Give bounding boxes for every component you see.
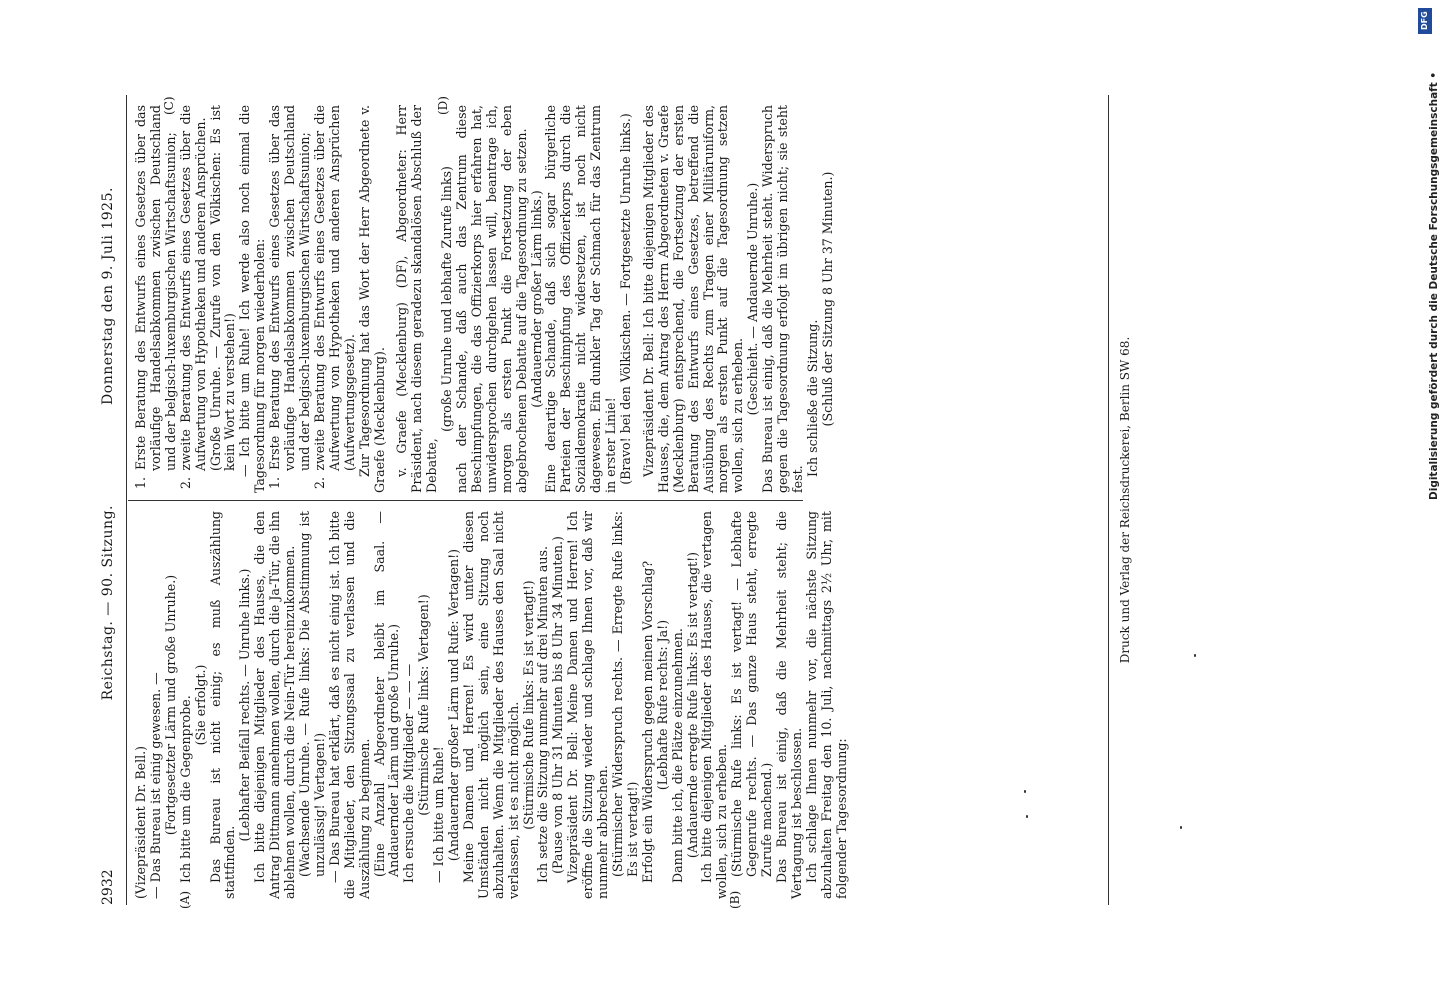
interjection: (Geschieht. — Andauernde Unruhe.) xyxy=(745,182,761,416)
interjection: (Andauernder großer Lärm links.) xyxy=(528,190,544,408)
speaker-paragraph: v. Graefe (Mecklenburg) (DF), Abgeordneter: Herr Präsident, nach diesem geradezu skandalösen Abschluß der Debatte, xyxy=(394,105,440,493)
interjection: (Eine Anzahl Abgeordneter bleibt im Saal. — Andauernder Lärm und große Unruhe.) xyxy=(371,511,402,877)
margin-marker-c: (C) xyxy=(162,96,176,115)
interjection: (Wachsende Unruhe. — Rufe links: Die Abstimmung ist unzulässig! Vertagen!) xyxy=(296,511,327,877)
right-column xyxy=(134,105,836,493)
paragraph: Ich bitte um die Gegenprobe. xyxy=(177,695,193,883)
interjection: (Stürmische Rufe links: Es ist vertagt! — Lebhafte Gegenrufe rechts. — Das ganze Haus steht, erregte Zurufe machend.) xyxy=(729,511,775,877)
digitization-credit: Digitalisierung gefördert durch die Deutsche Forschungsgemeinschaft • xyxy=(1428,71,1440,500)
agenda-item: 2. zweite Beratung des Entwurfs eines Gesetzes über die Aufwertung von Hypotheken und anderen Ansprüchen. xyxy=(177,105,208,489)
agenda-item: 2. zweite Beratung des Entwurfs eines Gesetzes über die Aufwertung von Hypotheken und anderen Ansprüchen (Aufwertungsgesetz). xyxy=(311,105,357,489)
scan-speck xyxy=(1024,790,1026,793)
running-header xyxy=(100,95,126,905)
paragraph: Ich ersuche die Mitglieder — — — xyxy=(401,663,417,883)
column-divider xyxy=(128,500,803,501)
speaker-paragraph: Vizepräsident Dr. Bell: Ich bitte diejenigen Mitglieder des Hauses, die, dem Antrag des Herrn Abgeordneten v. Graefe (Mecklenburg) entsprechend, die Fortsetzung der ersten Beratung des Entwurfs eines Gesetzes, betreffend die Ausübung des Rechts zum Tragen einer Militäruniform, morgen als ersten Punkt auf die Tagesordnung setzen wollen, sich zu erheben. xyxy=(640,105,746,493)
interjection: (große Unruhe und lebhafte Zurufe links) xyxy=(439,166,455,432)
margin-marker-a: (A) xyxy=(178,890,192,909)
header-session: Reichstag. — 90. Sitzung. xyxy=(100,505,116,701)
page-number: 2932 xyxy=(100,869,116,905)
interjection: (Pause von 8 Uhr 31 Minuten bis 8 Uhr 34 Minuten.) xyxy=(550,536,566,874)
agenda-item: 1. Erste Beratung des Entwurfs eines Gesetzes über das vorläufige Handelsabkommen zwischen Deutschland und der belgisch-luxemburgischen Wirtschaftsunion; xyxy=(267,105,312,489)
paragraph: Zur Tagesordnung hat das Wort der Herr Abgeordnete v. Graefe (Mecklenburg). xyxy=(356,105,387,493)
speaker-paragraph: Vizepräsident Dr. Bell: Meine Damen und Herren! Ich eröffne die Sitzung wieder und schlage Ihnen vor, daß wir nunmehr abbrechen. xyxy=(565,511,611,899)
paragraph: Dann bitte ich, die Plätze einzunehmen. xyxy=(669,628,685,883)
paragraph: Meine Damen und Herren! Es wird unter diesen Umständen nicht möglich sein, eine Sitzung noch abzuhalten. Wenn die Mitglieder des Hauses den Saal nicht verlassen, ist es nicht möglich. xyxy=(460,511,521,899)
agenda-item: 1. Erste Beratung des Entwurfs eines Gesetzes über das vorläufige Handelsabkommen zwischen Deutschland und der belgisch-luxemburgischen Wirtschaftsunion; xyxy=(133,105,178,489)
margin-marker-b: (B) xyxy=(728,890,742,909)
interjection: (Bravo! bei den Völkischen. — Fortgesetzte Unruhe links.) xyxy=(618,113,633,485)
paragraph: Eine derartige Schande, daß sich sogar bürgerliche Parteien der Beschimpfung des Offizierkorps durch die Sozialdemokratie nicht widersetzen, ist noch nicht dagewesen. Ein dunkler Tag der Schmach für das Zentrum in erster Linie! xyxy=(543,105,619,493)
paragraph: nach der Schande, daß auch das Zentrum diese Beschimpfungen, die das Offizierkorps hier erfahren hat, unwidersprochen durchgehen lassen will, beantrage ich, morgen als ersten Punkt die Fortsetzung der eben abgebrochenen Debatte auf die Tagesordnung zu setzen. xyxy=(454,105,529,493)
interjection: (Lebhafter Beifall rechts. — Unruhe links.) xyxy=(237,568,253,842)
paragraph: — Ich bitte um Ruhe! Ich werde also noch einmal die Tagesordnung für morgen wiederholen: xyxy=(237,105,268,493)
paragraph: — Das Bureau hat erklärt, daß es nicht einig ist. Ich bitte die Mitglieder, den Sitzungssaal zu verlassen und die Auszählung zu beginnen. xyxy=(326,511,372,899)
scan-speck xyxy=(1194,654,1196,657)
paragraph: Ich bitte diejenigen Mitglieder des Hauses, die vertagen wollen, sich zu erheben. xyxy=(699,511,730,899)
interjection: (Stürmische Rufe links: Es ist vertagt!) xyxy=(520,580,536,830)
paragraph: Das Bureau ist einig, daß die Mehrheit steht. Widerspruch gegen die Tagesordnung erfolgt im übrigen nicht; sie steht fest. xyxy=(760,105,805,493)
header-date: Donnerstag den 9. Juli 1925. xyxy=(100,187,116,405)
paragraph: Ich schließe die Sitzung. xyxy=(804,319,820,477)
paragraph: — Ich bitte um Ruhe! xyxy=(431,746,447,883)
paragraph: Das Bureau ist nicht einig; es muß Auszählung stattfinden. xyxy=(207,511,238,899)
dfg-logo: DFG xyxy=(1418,8,1432,34)
left-column xyxy=(134,511,850,899)
scan-speck xyxy=(1180,826,1182,829)
interjection: (Stürmischer Widerspruch rechts. — Erregte Rufe links: Es ist vertagt!) xyxy=(610,511,640,877)
paragraph: Erfolgt ein Widerspruch gegen meinen Vorschlag? xyxy=(639,560,655,883)
rotated-document-sheet xyxy=(100,95,1315,909)
paragraph: Das Bureau ist einig, daß die Mehrheit steht; die Vertagung ist beschlossen. xyxy=(773,511,804,899)
paragraph: Ich setze die Sitzung nunmehr auf drei Minuten aus. xyxy=(535,546,551,883)
interjection: (Fortgesetzter Lärm und große Unruhe.) xyxy=(162,574,178,836)
header-rule xyxy=(126,95,127,905)
paragraph: Ich bitte diejenigen Mitglieder des Hauses, die den Antrag Dittmann annehmen wollen, durch die Ja-Tür, die ihn ablehnen wollen, durch die Nein-Tür hereinzukommen. xyxy=(252,511,298,899)
speaker-note: (Vizepräsident Dr. Bell.) xyxy=(133,745,148,899)
scan-speck xyxy=(1026,815,1028,818)
printer-imprint: Druck und Verlag der Reichsdruckerei, Berlin SW 68. xyxy=(1118,336,1132,664)
interjection: (Andauernde erregte Rufe links: Es ist vertagt!) xyxy=(684,551,700,859)
interjection: (Andauernder großer Lärm und Rufe: Vertagen!) xyxy=(446,548,462,862)
interjection: (Sie erfolgt.) xyxy=(192,664,208,746)
paragraph: — Das Bureau ist einig gewesen. — xyxy=(147,672,163,899)
closing-note: (Schluß der Sitzung 8 Uhr 37 Minuten.) xyxy=(819,171,835,427)
interjection: (Stürmische Rufe links: Vertagen!) xyxy=(416,594,432,816)
paragraph: Ich schlage Ihnen nunmehr vor, die nächste Sitzung abzuhalten Freitag den 10. Juli, nachmittags 2½ Uhr, mit folgender Tagesordnung: xyxy=(803,511,849,899)
interjection: (Große Unruhe. — Zurufe von den Völkischen: Es ist kein Wort zu verstehen!) xyxy=(207,105,238,471)
margin-marker-d: (D) xyxy=(436,96,450,115)
interjection: (Lebhafte Rufe rechts: Ja!) xyxy=(654,619,670,791)
footer-rule xyxy=(1108,95,1109,905)
